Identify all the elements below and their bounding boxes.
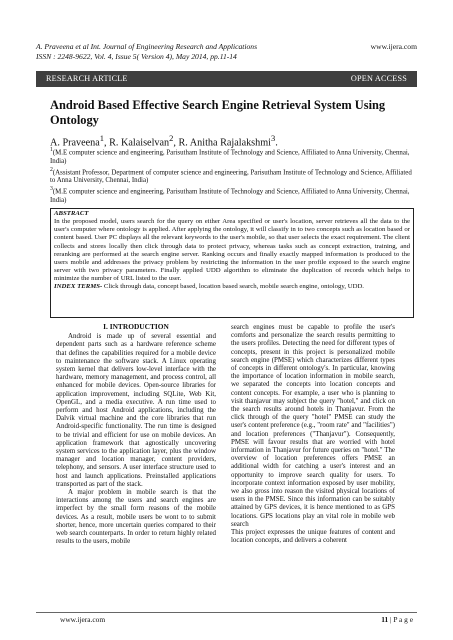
index-terms: [54, 283, 410, 291]
author-name: A. Praveena: [50, 137, 100, 149]
running-header: [36, 42, 417, 61]
abstract-text: In the proposed model, users search for the query on either Area specified or user's location, server retrieves all the data to the user's computer where ontology is applied. After applying the ontology, it will classify in to two concepts such as location based or content based. User PC displays all the relevant keywords to the user's mobile, so that user selects the exact requirement. The client collects and stores locally then click through data to protect privacy, whereas tasks such as concept extraction, training, and reranking are performed at the search engine server. Ranking occurs and finally exactly mapped information is produced to the users mobile and addresses the privacy problem by restricting the information in the user profile exposed to the search engine server with two privacy parameters. Finally applied UDD algorithm to eliminate the duplication of records which helps to minimize the number of URL listed to the user.: [54, 218, 410, 283]
left-column: [56, 323, 216, 545]
author-affil-mark: 1: [99, 133, 105, 143]
page-number: [381, 615, 413, 624]
section-heading: I. INTRODUCTION: [103, 322, 169, 331]
affiliation-text: (Assistant Professor, Department of computer science and engineering, Parisutham Institute of Technology and Science, Affiliated to Anna University, Chennai, India): [50, 169, 412, 185]
page-number-value: 11: [381, 615, 389, 624]
author-separator: ,: [104, 137, 110, 149]
affiliations: [50, 146, 413, 205]
affiliation-item: [50, 185, 413, 205]
affiliation-text: (M.E computer science and engineering, Parisutham Institute of Technology and Science, Affiliated to Anna University, Chennai, India): [50, 188, 410, 204]
affiliation-text: (M.E computer science and engineering, Parisutham Institute of Technology and Science, Affiliated to Anna University, Chennai, India): [50, 149, 410, 165]
author-separator: ,: [173, 137, 179, 149]
affiliation-item: [50, 146, 413, 166]
body-paragraph: This project expresses the unique features of content and location concepts, and delivers a coherent: [231, 528, 395, 545]
journal-site-link[interactable]: www.ijera.com: [370, 42, 417, 51]
author-end-mark: .: [275, 137, 278, 149]
body-paragraph: A major problem in mobile search is that the interactions among the users and search engines are imperfect by the small form reasons of the mobile devices. As a result, mobile users be wont to to submit shorter, hence, more uncertain queries compared to their web search counterparts. In order to return highly related results to the users, mobile: [56, 488, 216, 546]
citation-line: A. Praveena et al Int. Journal of Engineering Research and Applications: [36, 42, 258, 51]
page-word: | P a g e: [388, 615, 413, 624]
footer-rule: [36, 612, 417, 613]
footer-site-link[interactable]: www.ijera.com: [60, 615, 106, 624]
issn-line: ISSN : 2248-9622, Vol. 4, Issue 5( Version 4), May 2014, pp.11-14: [36, 51, 237, 61]
open-access-label: OPEN ACCESS: [350, 74, 407, 83]
page-footer: [60, 615, 413, 624]
article-type-banner: [36, 71, 417, 87]
body-paragraph: Android is made up of several essential and dependent parts such as a hardware reference scheme that defines the capabilities required for a mobile device to maintenance the software stack. A Linux operating system kernel that delivers low-level interface with the hardware, memory management, and process control, all enhanced for mobile devices. Open-source libraries for application improvement, including SQLite, Web Kit, OpenGL, and a media executive. A run time used to perform and host Android applications, including the Dalvik virtual machine and the core libraries that run Android-specific functionality. The run time is designed to be trivial and efficient for use on mobile devices. An application framework that agnostically uncovering system services to the application layer, plus the window manager and location manager, content providers, telephony, and sensors. A user interface structure used to host and launch applications. Preinstalled applications transported as part of the stack.: [56, 332, 216, 488]
author-affil-mark: 2: [169, 133, 174, 143]
affiliation-mark: 2: [50, 166, 53, 173]
affiliation-mark: 1: [50, 147, 53, 153]
abstract-heading: ABSTRACT: [54, 210, 89, 217]
author-name: R. Anitha Rajalakshmi: [178, 137, 271, 149]
research-article-label: RESEARCH ARTICLE: [46, 74, 128, 83]
paper-title: Android Based Effective Search Engine Retrieval System Using Ontology: [50, 98, 386, 127]
index-terms-text: Click through data, concept based, location based search, mobile search engine, ontology, UDD.: [102, 283, 364, 291]
abstract-box: [50, 208, 414, 318]
body-paragraph: search engines must be capable to profile the user's comforts and personalize the search results permitting to the users profiles. Detecting the need for different types of concepts, present in this project is personalized mobile search engine (PMSE) which characterizes different types of concepts in different ontology's. In particular, knowing the importance of location information in mobile search, we separated the concepts into location concepts and content concepts. For example, a user who is planning to visit thanjavur may subject the query "hotel," and click on the search results around hotels in Thanjavur. From the click through of the query "hotel" PMSE can study the user's content preference (e.g., "room rate" and "facilities") and location preferences ("Thanjavur"). Consequently, PMSE will favour results that are worried with hotel information in Thanjavur for future queries on "hotel." The overview of location preferences offers PMSE an additional width for catching a user's interest and an opportunity to improve search quality for users. To incorporate context information exposed by user mobility, we also gross into reason the visited physical locations of users in the PMSE. Since this information can be suitably attained by GPS devices, it is hence mentioned to as GPS locations. GPS locations play an vital role in mobile web search: [231, 323, 395, 528]
affiliation-mark: 3: [50, 186, 53, 193]
right-column: [231, 323, 395, 544]
author-name: R. Kalaiselvan: [109, 137, 170, 149]
affiliation-item: [50, 166, 413, 186]
index-terms-heading: INDEX TERMS-: [54, 283, 103, 291]
author-affil-mark: 3: [271, 133, 276, 143]
